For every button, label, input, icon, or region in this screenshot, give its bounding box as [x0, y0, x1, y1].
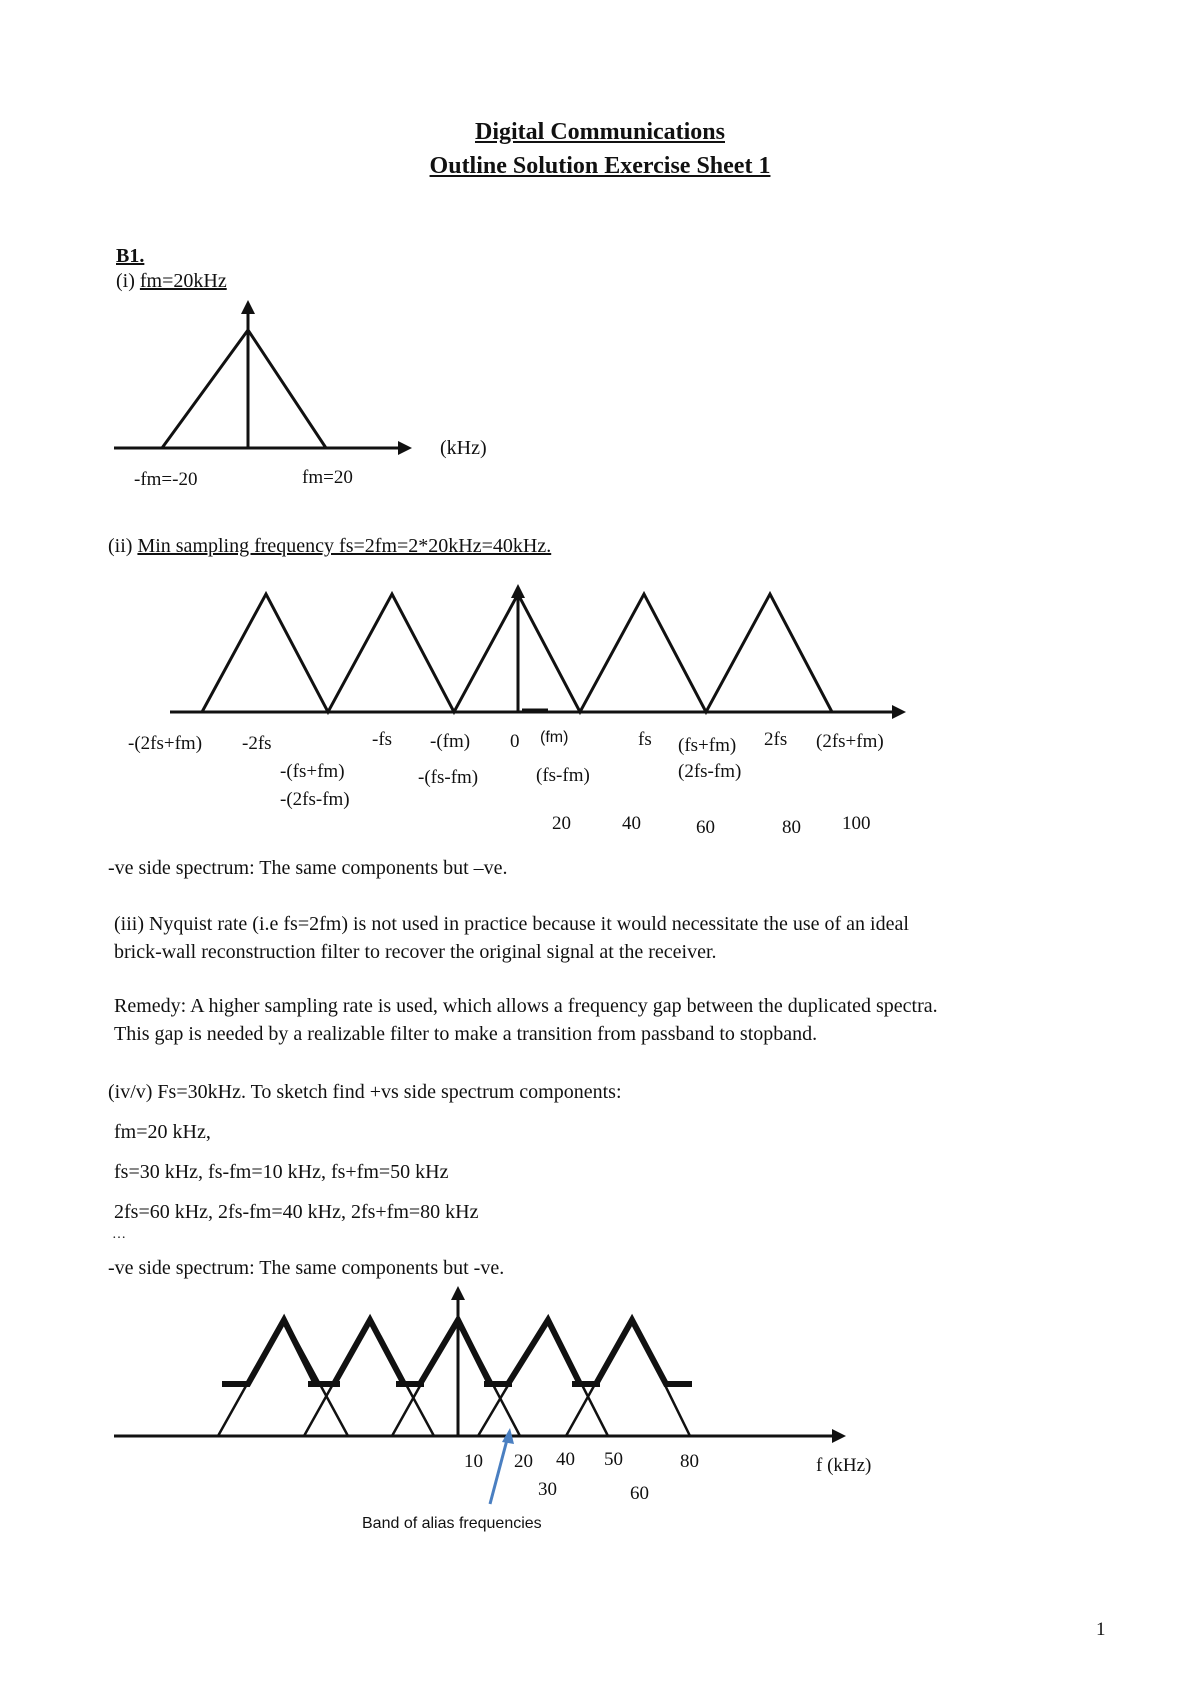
fig3-tick-label: 50	[604, 1449, 623, 1470]
fig3-axis-arrowhead	[832, 1429, 846, 1443]
fig3-tick-label: 20	[514, 1451, 533, 1472]
page-subtitle: Outline Solution Exercise Sheet 1	[429, 153, 771, 179]
alias-band-annotation: Band of alias frequencies	[362, 1515, 542, 1532]
part-ii-line	[108, 536, 551, 556]
fig3-overlap-envelope	[222, 1320, 692, 1384]
remedy-line-2: This gap is needed by a realizable filter to make a transition from passband to stopband.	[114, 1023, 818, 1045]
fig3-y-arrowhead	[451, 1286, 465, 1300]
fig1-axis-arrowhead	[398, 441, 412, 455]
fig3-axis-label: f (kHz)	[816, 1455, 872, 1476]
part-ii-text: Min sampling frequency fs=2fm=2*20kHz=40kHz.	[137, 535, 552, 557]
neg-side-note: -ve side spectrum: The same components but –ve.	[108, 857, 508, 879]
fig2-label: -(fs+fm)	[280, 761, 345, 782]
fig1-triangle	[162, 330, 326, 448]
part-i-prefix: (i)	[116, 270, 140, 292]
ellipsis: …	[112, 1227, 126, 1242]
fig3-tick-label: 40	[556, 1449, 575, 1470]
fig2-number: 100	[842, 813, 871, 834]
fig3-tick-label: 10	[464, 1451, 483, 1472]
page-title: Digital Communications	[474, 119, 725, 145]
fig2-y-arrowhead	[511, 584, 525, 598]
fig3-triangle-legs	[218, 1318, 690, 1436]
fig2-number: 20	[552, 813, 571, 834]
fig2-label: (fs-fm)	[536, 765, 590, 786]
fig2-triangles	[202, 594, 832, 712]
part-iv-line: (iv/v) Fs=30kHz. To sketch find +vs side spectrum components:	[108, 1081, 622, 1103]
fig1-unit-label: (kHz)	[440, 437, 487, 459]
neg-side-note: -ve side spectrum: The same components but -ve.	[108, 1257, 505, 1279]
fig2-label: 2fs	[764, 729, 788, 750]
alias-pointer-arrow	[490, 1436, 508, 1504]
fig3-tick-label: 30	[538, 1479, 557, 1500]
section-heading-b1: B1.	[116, 245, 145, 267]
fig2-label: (fs+fm)	[678, 735, 737, 756]
fig1-left-label: -fm=-20	[134, 469, 198, 490]
fig1-right-label: fm=20	[302, 467, 353, 488]
part-iii-line-1: (iii) Nyquist rate (i.e fs=2fm) is not used in practice because it would necessitate the use of an ideal	[114, 913, 909, 935]
page-number: 1	[1096, 1619, 1106, 1640]
fig2-label: (fm)	[540, 729, 569, 746]
fig2-number: 60	[696, 817, 715, 838]
fig3-tick-label: 80	[680, 1451, 699, 1472]
part-i-line	[116, 271, 227, 291]
fig2-label: (2fs-fm)	[678, 761, 742, 782]
fig2-label: -(fs-fm)	[418, 767, 479, 788]
component-line: fm=20 kHz,	[114, 1121, 211, 1143]
fig2-label: fs	[638, 729, 652, 750]
component-line: 2fs=60 kHz, 2fs-fm=40 kHz, 2fs+fm=80 kHz	[114, 1201, 479, 1223]
part-iii-line-2: brick-wall reconstruction filter to recover the original signal at the receiver.	[114, 941, 717, 963]
fig2-label: -fs	[372, 729, 393, 750]
fig2-label: -2fs	[242, 733, 272, 754]
fig2-label: -(2fs+fm)	[128, 733, 203, 754]
fig2-number: 40	[622, 813, 641, 834]
fig2-axis-arrowhead	[892, 705, 906, 719]
fig2-label: 0	[510, 731, 520, 752]
fig2-label: (2fs+fm)	[816, 731, 884, 752]
fig2-label: -(2fs-fm)	[280, 789, 350, 810]
remedy-line-1: Remedy: A higher sampling rate is used, which allows a frequency gap between the duplicated spectra.	[114, 995, 938, 1017]
fig3-tick-label: 60	[630, 1483, 649, 1504]
part-i-text: fm=20kHz	[139, 270, 227, 292]
component-line: fs=30 kHz, fs-fm=10 kHz, fs+fm=50 kHz	[114, 1161, 449, 1183]
alias-pointer-arrowhead	[502, 1428, 514, 1444]
fig2-label: -(fm)	[430, 731, 471, 752]
part-ii-prefix: (ii)	[108, 535, 138, 557]
fig1-y-arrowhead	[241, 300, 255, 314]
fig2-number: 80	[782, 817, 801, 838]
